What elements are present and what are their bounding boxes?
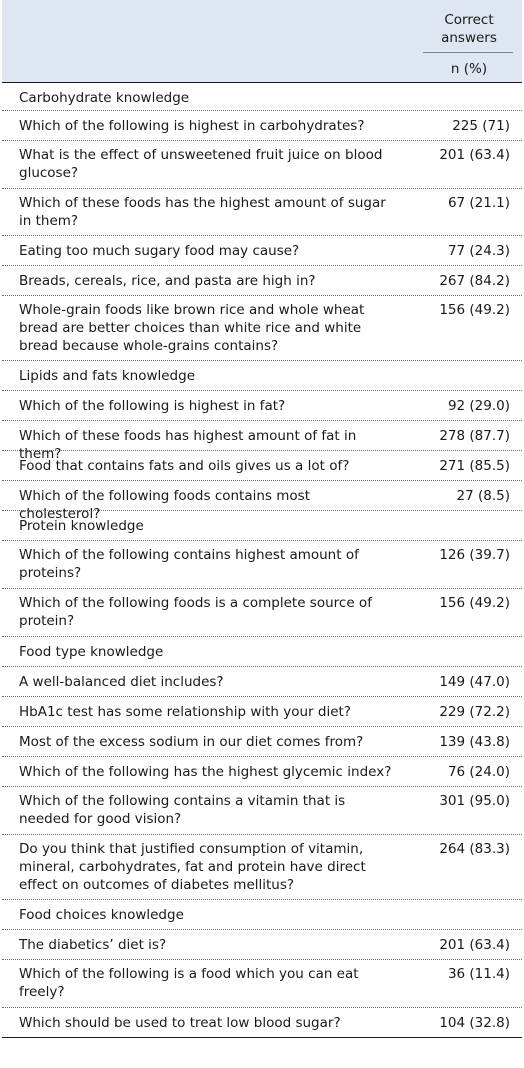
question-text: The diabetics’ diet is?	[19, 937, 167, 953]
table-row	[2, 421, 522, 462]
section-header-row	[2, 900, 522, 930]
question-text: Which should be used to treat low blood sugar?	[19, 1015, 341, 1031]
section-label: Lipids and fats knowledge	[19, 368, 195, 384]
correct-answers-value: 229 (72.2)	[439, 704, 510, 720]
correct-answers-value: 264 (83.3)	[439, 841, 510, 857]
correct-answers-value: 278 (87.7)	[439, 428, 510, 444]
correct-answers-value: 126 (39.7)	[439, 547, 510, 563]
correct-answers-value: 271 (85.5)	[439, 458, 510, 474]
table-row	[2, 541, 522, 589]
correct-answers-value: 76 (24.0)	[447, 764, 510, 780]
correct-answers-value: 201 (63.4)	[439, 937, 510, 953]
table-row	[2, 787, 522, 835]
table-row	[2, 296, 522, 361]
table-row	[2, 960, 522, 1008]
question-text: Which of the following is highest in fat?	[19, 398, 286, 414]
question-text: Which of the following is a food which you can eat freely?	[19, 966, 359, 1000]
question-text: Which of these foods has highest amount of fat in them?	[19, 428, 357, 462]
correct-answers-value: 27 (8.5)	[456, 488, 510, 504]
section-header-row	[2, 83, 522, 111]
section-label: Food type knowledge	[19, 644, 164, 660]
table-row	[2, 451, 522, 481]
question-text: Food that contains fats and oils gives us a lot of?	[19, 458, 350, 474]
question-text: What is the effect of unsweetened fruit juice on blood glucose?	[19, 147, 383, 181]
column-unit: n (%)	[450, 61, 488, 77]
column-header-rule	[423, 52, 513, 53]
correct-answers-value: 156 (49.2)	[439, 595, 510, 611]
question-text: A well-balanced diet includes?	[19, 674, 224, 690]
section-label: Food choices knowledge	[19, 907, 184, 923]
correct-answers-value: 267 (84.2)	[439, 273, 510, 289]
section-header-row	[2, 511, 522, 541]
correct-answers-value: 67 (21.1)	[447, 195, 510, 211]
correct-answers-value: 139 (43.8)	[439, 734, 510, 750]
table-row	[2, 111, 522, 141]
table-row	[2, 667, 522, 697]
question-text: HbA1c test has some relationship with your diet?	[19, 704, 351, 720]
table-row	[2, 697, 522, 727]
correct-answers-value: 201 (63.4)	[439, 147, 510, 163]
question-text: Which of the following foods is a complete source of protein?	[19, 595, 372, 629]
table-row	[2, 589, 522, 637]
question-text: Whole-grain foods like brown rice and whole wheat bread are better choices than white rice and white bread because whole-grains contains?	[19, 302, 365, 354]
correct-answers-value: 301 (95.0)	[439, 793, 510, 809]
section-header-row	[2, 637, 522, 667]
question-text: Which of these foods has the highest amount of sugar in them?	[19, 195, 386, 229]
table-row	[2, 727, 522, 757]
table-row	[2, 757, 522, 787]
question-text: Breads, cereals, rice, and pasta are high in?	[19, 273, 316, 289]
section-header-row	[2, 361, 522, 391]
question-text: Which of the following contains highest amount of proteins?	[19, 547, 359, 581]
question-text: Do you think that justified consumption of vitamin, mineral, carbohydrates, fat and protein have direct effect on outcomes of diabetes mellitus?	[19, 841, 366, 893]
correct-answers-value: 104 (32.8)	[439, 1015, 510, 1031]
table-row	[2, 266, 522, 296]
knowledge-table	[2, 0, 522, 1038]
question-text: Eating too much sugary food may cause?	[19, 243, 300, 259]
question-text: Which of the following is highest in carbohydrates?	[19, 118, 365, 134]
correct-answers-value: 77 (24.3)	[447, 243, 510, 259]
table-row	[2, 481, 522, 522]
table-row	[2, 835, 522, 900]
table-row	[2, 189, 522, 236]
column-title: Correct answers	[441, 12, 497, 46]
correct-answers-value: 36 (11.4)	[447, 966, 510, 982]
table-header	[2, 0, 522, 83]
table-row	[2, 141, 522, 189]
section-label: Carbohydrate knowledge	[19, 90, 190, 106]
question-text: Which of the following has the highest glycemic index?	[19, 764, 392, 780]
table-row	[2, 391, 522, 421]
table-body	[2, 83, 522, 1038]
table-row	[2, 930, 522, 960]
table-row	[2, 1008, 522, 1038]
section-label: Protein knowledge	[19, 518, 144, 534]
correct-answers-value: 225 (71)	[452, 118, 510, 134]
table-row	[2, 236, 522, 266]
question-text: Which of the following contains a vitamin that is needed for good vision?	[19, 793, 346, 827]
question-text: Most of the excess sodium in our diet comes from?	[19, 734, 364, 750]
question-text: Which of the following foods contains most cholesterol?	[19, 488, 310, 522]
correct-answers-value: 156 (49.2)	[439, 302, 510, 318]
correct-answers-value: 92 (29.0)	[447, 398, 510, 414]
correct-answers-value: 149 (47.0)	[439, 674, 510, 690]
